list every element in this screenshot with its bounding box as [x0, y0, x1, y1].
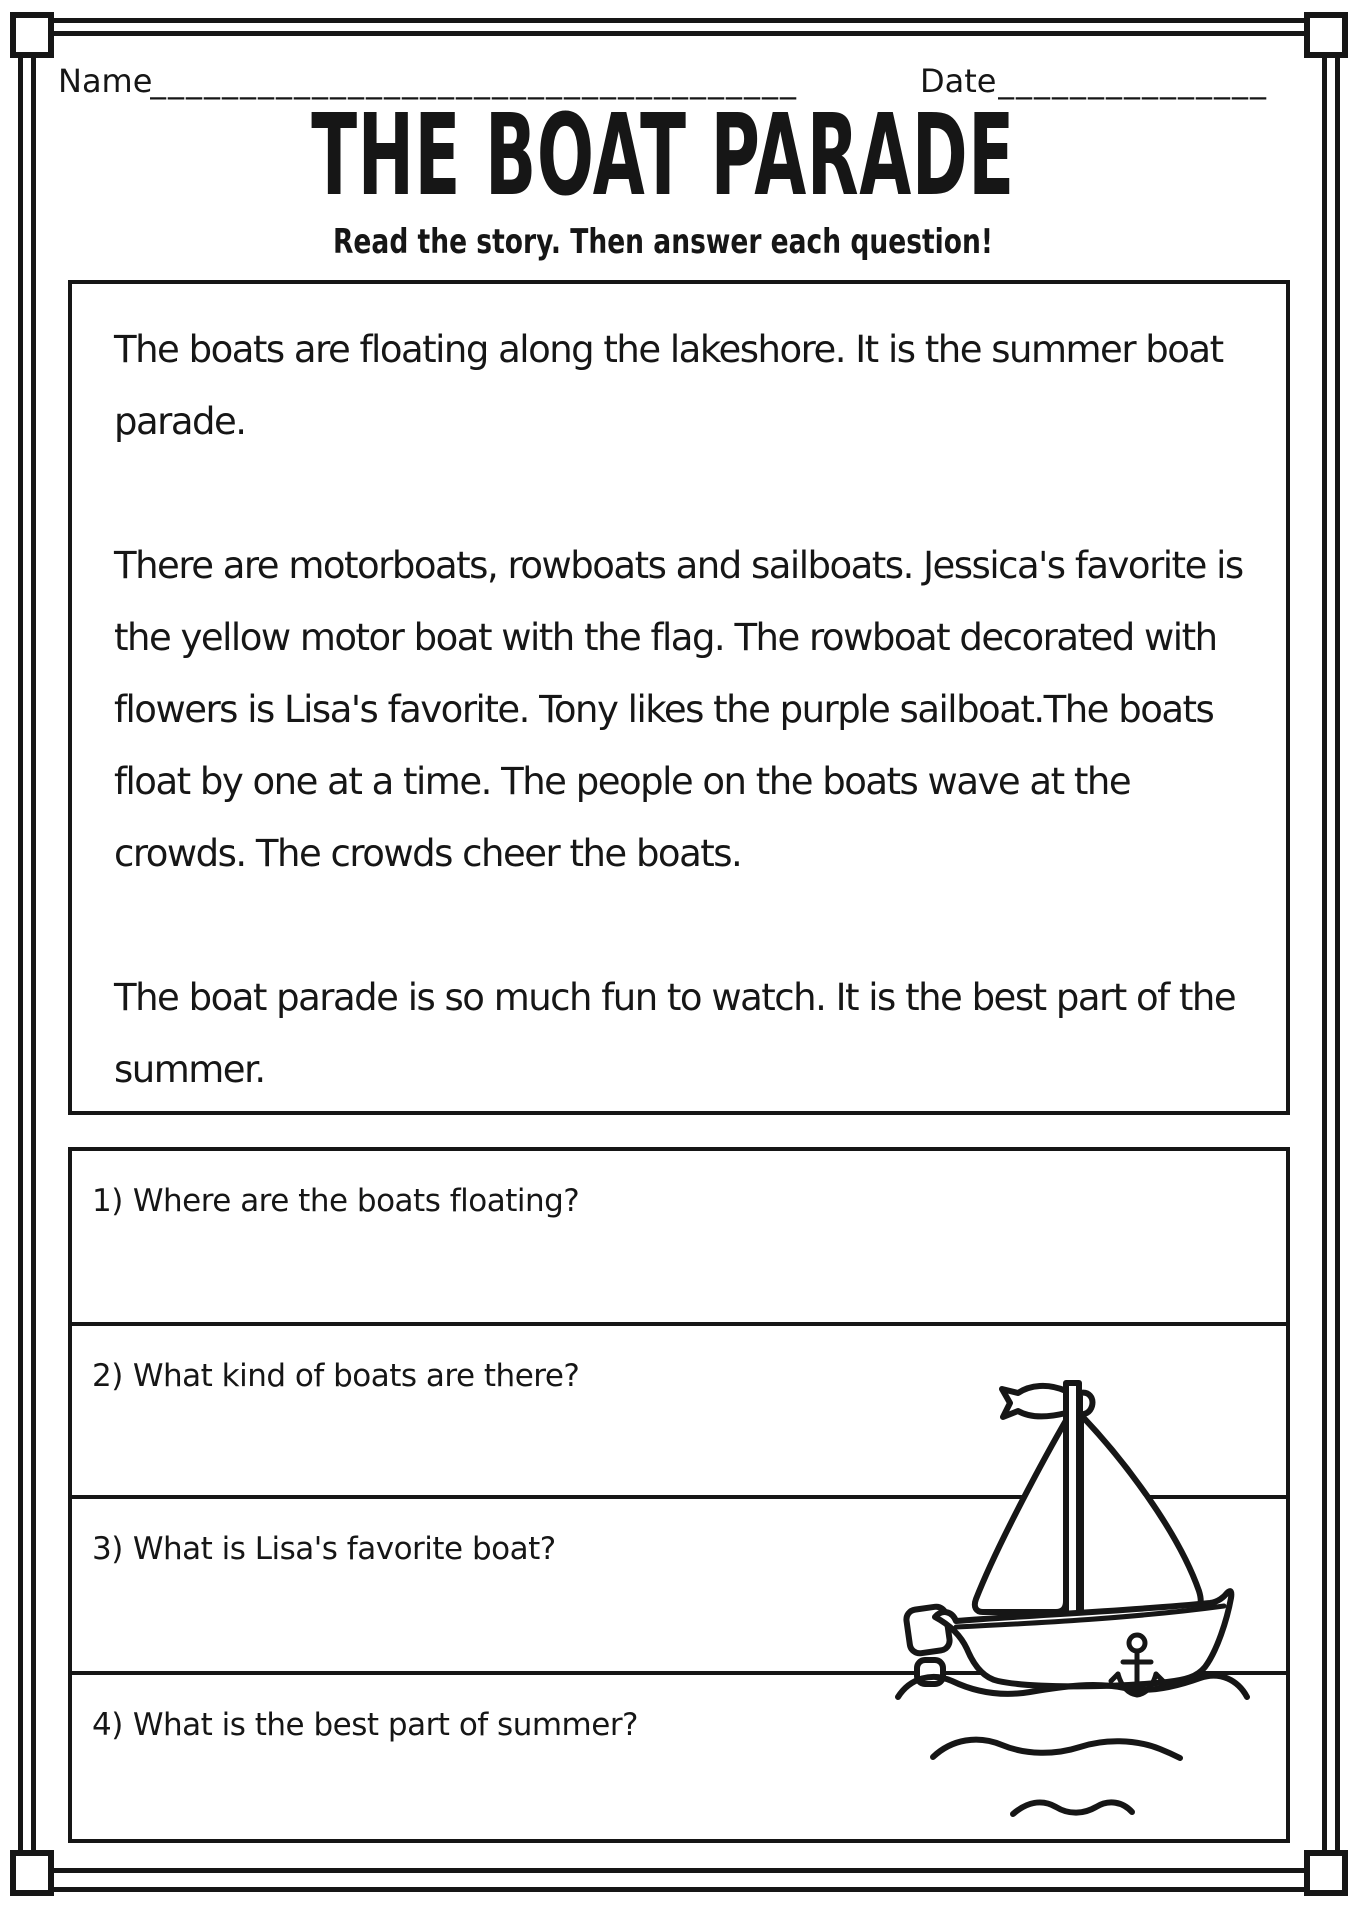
wave-line-2 — [933, 1740, 1180, 1758]
story-paragraph-1: The boats are floating along the lakeshore. It is the summer boat parade. — [114, 328, 1223, 443]
frame-corner-bottom-right — [1304, 1850, 1348, 1896]
page-title: THE BOAT PARADE — [311, 91, 1015, 221]
question-2-text: What kind of boats are there? — [132, 1358, 580, 1394]
wave-line-3 — [1013, 1802, 1132, 1814]
question-1-number: 1) — [92, 1183, 123, 1219]
date-label: Date — [920, 62, 997, 100]
question-2-number: 2) — [92, 1358, 123, 1394]
page-subtitle: Read the story. Then answer each question! — [333, 222, 993, 262]
sail-right — [1081, 1415, 1201, 1615]
frame-corner-top-left — [10, 12, 54, 58]
question-4-number: 4) — [92, 1707, 123, 1743]
story-paragraph-3: The boat parade is so much fun to watch. It is the best part of the summer. — [114, 976, 1236, 1091]
mast — [1066, 1383, 1079, 1640]
frame-corner-bottom-left — [10, 1850, 54, 1896]
question-3-number: 3) — [92, 1531, 123, 1567]
question-3-text: What is Lisa's favorite boat? — [132, 1531, 556, 1567]
name-label: Name — [58, 62, 153, 100]
story-paragraph-2: There are motorboats, rowboats and sailboats. Jessica's favorite is the yellow motor boat with the flag. The rowboat decorated with flowers is Lisa's favorite. Tony likes the purple sailboat.The boats float by one at a time. The people on the boats wave at the crowds. The crowds cheer the boats. — [114, 544, 1243, 875]
flag-curl — [1080, 1393, 1092, 1415]
flag-icon — [1002, 1386, 1066, 1417]
sail-left — [975, 1417, 1068, 1612]
question-1-text: Where are the boats floating? — [132, 1183, 580, 1219]
question-4-text: What is the best part of summer? — [132, 1707, 639, 1743]
frame-corner-top-right — [1304, 12, 1348, 58]
sailboat-illustration — [880, 1375, 1280, 1830]
name-blank-line: ____________________________________ — [150, 62, 798, 100]
date-blank-line: _______________ — [998, 62, 1268, 100]
